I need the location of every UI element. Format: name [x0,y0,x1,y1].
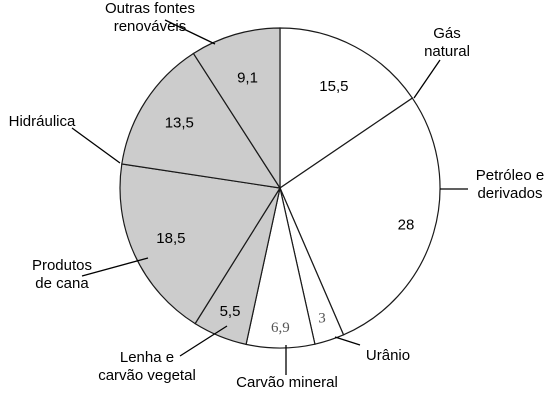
category-label-line: Carvão mineral [236,374,338,391]
category-label-coal [236,374,338,391]
category-label-line: Outras fontes [104,0,196,17]
value-label-hydro: 13,5 [164,114,194,132]
category-label-line: Petróleo e [475,167,545,184]
category-label-line: natural [424,43,470,60]
leader-line-firewood [180,326,227,356]
value-label-sugarcane: 18,5 [156,230,186,248]
leader-line-uranium [335,337,360,345]
value-label-coal: 6,9 [271,320,290,337]
leader-line-hydro [72,128,120,163]
value-label-firewood: 5,5 [219,303,241,320]
category-label-oil [476,167,544,202]
category-label-hydro [9,113,76,130]
category-label-line: carvão vegetal [98,367,196,384]
category-label-other [105,0,195,35]
category-label-firewood [98,349,196,384]
category-label-gas [424,25,470,60]
category-label-uranium [366,347,410,364]
leader-line-gas [414,60,440,98]
pie-slices [120,28,440,348]
category-label-line: derivados [477,185,543,202]
value-label-other: 9,1 [237,69,258,87]
category-label-line: Gás [433,25,461,42]
category-label-line: Hidráulica [8,113,76,130]
value-label-gas: 15,5 [319,78,349,96]
category-label-line: renováveis [113,18,187,35]
value-label-oil: 28 [397,216,415,234]
category-label-sugarcane [32,257,92,292]
category-label-line: de cana [35,275,89,292]
category-label-line: Produtos [31,257,93,274]
value-label-uranium: 3 [318,310,326,327]
category-label-line: Lenha e [119,349,175,366]
category-label-line: Urânio [365,347,411,364]
